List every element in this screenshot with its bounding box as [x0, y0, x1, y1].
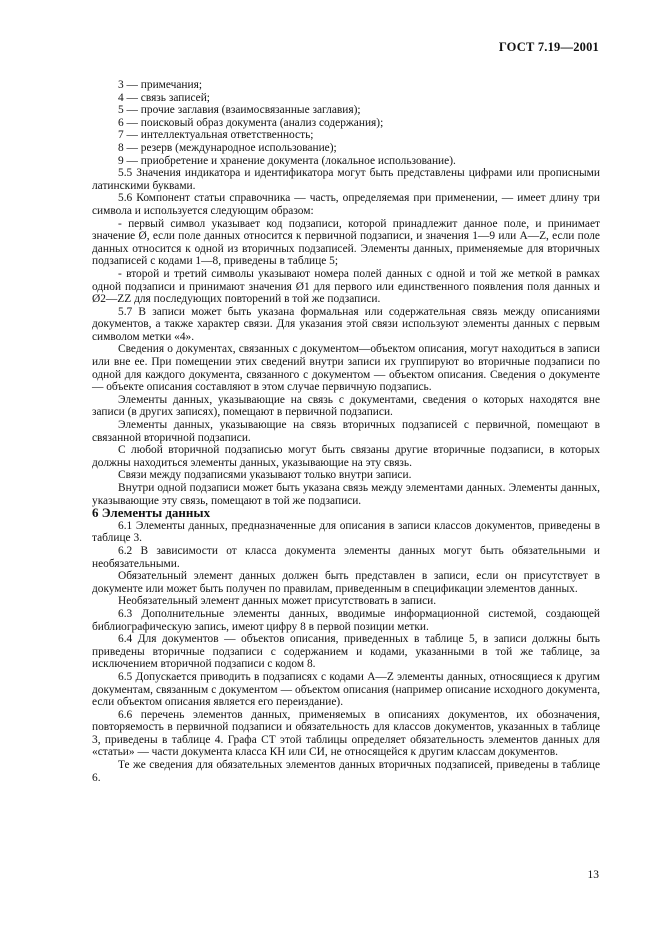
- paragraph: 5.5 Значения индикатора и идентификатора могут быть представлены цифрами или прописными латинскими буквами.: [92, 167, 600, 192]
- paragraph: Элементы данных, указывающие на связь с документами, сведения о которых находятся вне записи (в других записях), помещают в первичной подзаписи.: [92, 393, 600, 419]
- list-item: 3 — примечания;: [118, 79, 203, 91]
- paragraph: 6.5 Допускается приводить в подзаписях с кодами A—Z элементы данных, относящиеся к другим документам, связанным с документом — объектом описания (например описание исходного документа, если объектом описания является его переиздание).: [92, 670, 600, 709]
- section-title: 6 Элементы данных: [92, 505, 211, 521]
- paragraph: Связи между подзаписями указывают только внутри записи.: [118, 469, 412, 482]
- paragraph: Сведения о документах, связанных с документом—объектом описания, могут находиться в записи или вне ее. При помещении этих сведений внутри записи их группируют во вторичные подзаписи по одной для каждого документа, связанного с документом — объектом описания. Сведения о документе — объекте описания составляют в этом случае первичную подзапись.: [92, 343, 600, 394]
- paragraph: С любой вторичной подзаписью могут быть связаны другие вторичные подзаписи, в которых должны находиться элементы данных, указывающие на эту связь.: [92, 444, 600, 469]
- list-item: 4 — связь записей;: [118, 91, 210, 104]
- paragraph: Необязательный элемент данных может присутствовать в записи.: [118, 595, 437, 608]
- paragraph: Внутри одной подзаписи может быть указана связь между элементами данных. Элементы данных, указывающие эту связь, помещают в той же подзаписи.: [92, 482, 600, 507]
- paragraph: 6.3 Дополнительные элементы данных, вводимые информационной системой, создающей библиографическую запись, имеют цифру 8 в первой позиции метки.: [92, 607, 600, 633]
- paragraph: 6.1 Элементы данных, предназначенные для описания в записи классов документов, приведены в таблице 3.: [92, 519, 600, 545]
- paragraph: 6.2 В зависимости от класса документа элементы данных могут быть обязательными и необязательными.: [92, 544, 600, 570]
- paragraph: 6.4 Для документов — объектов описания, приведенных в таблице 5, в записи должны быть приведены вторичные подзаписи с содержанием и кодами, указанными в той же таблице, за исключением вторичной подзаписи с кодом 8.: [92, 633, 600, 671]
- paragraph: Обязательный элемент данных должен быть представлен в записи, если он присутствует в документе или может быть получен по правилам, приведенным в спецификации элементов данных.: [92, 570, 600, 595]
- paragraph: Элементы данных, указывающие на связь вторичных подзаписей с первичной, помещают в связанной вторичной подзаписи.: [92, 419, 600, 444]
- page-number: 13: [587, 869, 599, 881]
- paragraph: Те же сведения для обязательных элементов данных вторичных подзаписей, приведены в таблице 6.: [92, 759, 600, 784]
- list-item: 9 — приобретение и хранение документа (локальное использование).: [118, 154, 456, 167]
- list-item: 5 — прочие заглавия (взаимосвязанные заглавия);: [118, 104, 361, 117]
- page-content: [92, 79, 600, 784]
- list-item: 6 — поисковый образ документа (анализ содержания);: [118, 116, 384, 129]
- document-code: ГОСТ 7.19—2001: [498, 40, 599, 54]
- list-item: 7 — интеллектуальная ответственность;: [118, 129, 314, 142]
- paragraph: - первый символ указывает код подзаписи, которой принадлежит данное поле, и принимает значение Ø, если поле данных относится к первичной подзаписи, и значения 1—9 или A—Z, если поле данных относится к одной из вторичных подзаписей. Элементы данных, применяемые для вторичных подзаписей с кодами 1—8, приведены в таблице 5;: [92, 217, 600, 268]
- paragraph: 5.6 Компонент статьи справочника — часть, определяемая при применении, — имеет длину три символа и используется следующим образом:: [92, 192, 600, 217]
- paragraph: - второй и третий символы указывают номера полей данных с одной и той же меткой в рамках одной подзаписи и принимают значения Ø1 для первого или единственного появления поля данных и Ø2—ZZ для последующих повторений в той же подзаписи.: [92, 267, 600, 306]
- paragraph: 6.6 перечень элементов данных, применяемых в описаниях документов, их обозначения, повторяемость в первичной подзаписи и обязательность для классов документов, указанных в таблице 3, приведены в таблице 4. Графа СТ этой таблицы определяет обязательность элементов данных для «статьи» — части документа класса КН или СИ, не относящейся к другим классам документов.: [92, 708, 600, 759]
- list-item: 8 — резерв (международное использование);: [118, 141, 337, 154]
- paragraph: 5.7 В записи может быть указана формальная или содержательная связь между описаниями документов, а также характер связи. Для указания этой связи используют элементы данных с первым символом метки «4».: [92, 305, 600, 343]
